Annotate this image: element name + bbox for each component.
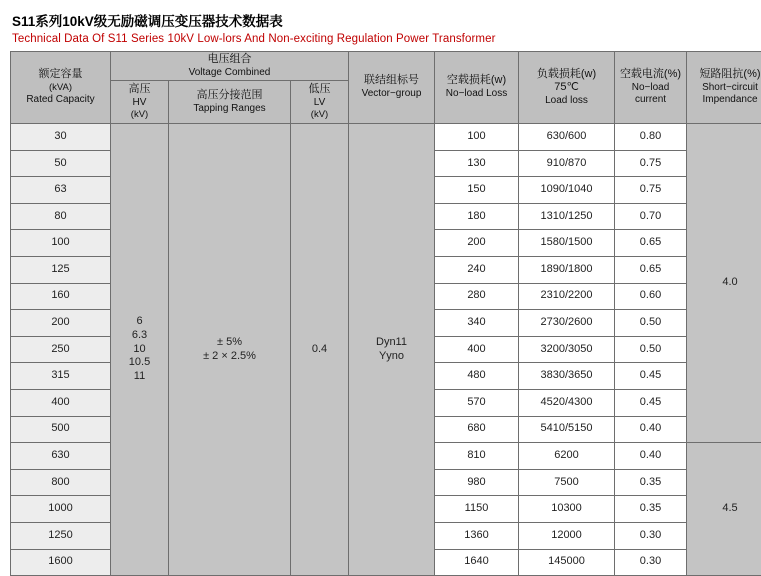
cell-no-load-current: 0.70 bbox=[615, 203, 687, 230]
cell-rated-capacity: 1600 bbox=[11, 549, 111, 576]
cell-load-loss: 12000 bbox=[519, 522, 615, 549]
col-header-hv-en: HV bbox=[111, 97, 168, 110]
col-header-tapping-ranges-cn: 高压分接范围 bbox=[169, 89, 290, 103]
cell-no-load-current: 0.75 bbox=[615, 150, 687, 177]
table-row bbox=[11, 124, 761, 151]
col-header-no-load-current-en2: current bbox=[615, 94, 686, 107]
cell-load-loss: 4520/4300 bbox=[519, 389, 615, 416]
cell-rated-capacity: 200 bbox=[11, 310, 111, 337]
cell-no-load-current: 0.80 bbox=[615, 124, 687, 151]
cell-no-load-loss: 340 bbox=[435, 310, 519, 337]
cell-no-load-loss: 480 bbox=[435, 363, 519, 390]
cell-no-load-current: 0.35 bbox=[615, 496, 687, 523]
cell-rated-capacity: 30 bbox=[11, 124, 111, 151]
col-header-hv-unit: (kV) bbox=[111, 109, 168, 121]
col-header-no-load-current bbox=[615, 52, 687, 124]
cell-no-load-loss: 130 bbox=[435, 150, 519, 177]
cell-tapping-ranges bbox=[169, 124, 291, 576]
col-header-load-loss-cn: 负载损耗(w) bbox=[519, 68, 614, 82]
table-body bbox=[11, 124, 761, 576]
col-header-vector-group-en: Vector−group bbox=[349, 88, 434, 101]
transformer-data-table bbox=[10, 51, 761, 576]
cell-no-load-loss: 570 bbox=[435, 389, 519, 416]
col-header-vector-group-cn: 联结组标号 bbox=[349, 74, 434, 88]
col-header-rated-capacity-en: Rated Capacity bbox=[11, 94, 110, 107]
col-header-hv bbox=[111, 81, 169, 124]
cell-short-circuit-impedance: 4.0 bbox=[687, 124, 761, 443]
cell-no-load-loss: 180 bbox=[435, 203, 519, 230]
vector-group-value: Yyno bbox=[349, 350, 434, 364]
col-header-lv-unit: (kV) bbox=[291, 109, 348, 121]
cell-no-load-loss: 240 bbox=[435, 256, 519, 283]
cell-no-load-current: 0.65 bbox=[615, 230, 687, 257]
cell-no-load-current: 0.35 bbox=[615, 469, 687, 496]
cell-load-loss: 1090/1040 bbox=[519, 177, 615, 204]
cell-load-loss: 630/600 bbox=[519, 124, 615, 151]
cell-no-load-loss: 1360 bbox=[435, 522, 519, 549]
col-header-short-circuit-impedance bbox=[687, 52, 761, 124]
cell-load-loss: 3830/3650 bbox=[519, 363, 615, 390]
cell-no-load-loss: 150 bbox=[435, 177, 519, 204]
col-header-short-circuit-impedance-en2: Impendance bbox=[687, 94, 761, 107]
cell-no-load-current: 0.40 bbox=[615, 416, 687, 443]
cell-no-load-current: 0.75 bbox=[615, 177, 687, 204]
cell-short-circuit-impedance: 4.5 bbox=[687, 443, 761, 576]
cell-no-load-current: 0.65 bbox=[615, 256, 687, 283]
cell-no-load-current: 0.45 bbox=[615, 389, 687, 416]
col-header-lv bbox=[291, 81, 349, 124]
col-header-rated-capacity-cn: 额定容量 bbox=[11, 68, 110, 82]
col-header-short-circuit-impedance-en: Short−circuit bbox=[687, 82, 761, 95]
hv-value: 10.5 bbox=[111, 356, 168, 370]
cell-rated-capacity: 63 bbox=[11, 177, 111, 204]
col-header-no-load-current-cn: 空载电流(%) bbox=[615, 68, 686, 82]
cell-rated-capacity: 50 bbox=[11, 150, 111, 177]
col-header-short-circuit-impedance-cn: 短路阻抗(%) bbox=[687, 68, 761, 82]
cell-no-load-loss: 1150 bbox=[435, 496, 519, 523]
col-header-no-load-loss-cn: 空载损耗(w) bbox=[435, 74, 518, 88]
cell-lv-value: 0.4 bbox=[291, 124, 349, 576]
col-header-load-loss-en: Load loss bbox=[519, 95, 614, 108]
page-title-chinese: S11系列10kV级无励磁调压变压器技术数据表 bbox=[12, 10, 751, 30]
tapping-range-value: ± 5% bbox=[169, 336, 290, 350]
cell-no-load-loss: 1640 bbox=[435, 549, 519, 576]
cell-rated-capacity: 315 bbox=[11, 363, 111, 390]
col-header-rated-capacity bbox=[11, 52, 111, 124]
cell-no-load-current: 0.60 bbox=[615, 283, 687, 310]
cell-no-load-current: 0.30 bbox=[615, 549, 687, 576]
col-header-no-load-loss bbox=[435, 52, 519, 124]
col-header-vector-group bbox=[349, 52, 435, 124]
cell-load-loss: 2730/2600 bbox=[519, 310, 615, 337]
cell-load-loss: 1580/1500 bbox=[519, 230, 615, 257]
cell-no-load-loss: 200 bbox=[435, 230, 519, 257]
cell-rated-capacity: 800 bbox=[11, 469, 111, 496]
col-header-voltage-combined-cn: 电压组合 bbox=[111, 53, 348, 67]
col-header-voltage-combined bbox=[111, 52, 349, 81]
cell-rated-capacity: 1250 bbox=[11, 522, 111, 549]
cell-load-loss: 2310/2200 bbox=[519, 283, 615, 310]
cell-vector-group bbox=[349, 124, 435, 576]
cell-rated-capacity: 500 bbox=[11, 416, 111, 443]
cell-no-load-loss: 980 bbox=[435, 469, 519, 496]
cell-no-load-loss: 810 bbox=[435, 443, 519, 470]
cell-rated-capacity: 1000 bbox=[11, 496, 111, 523]
cell-no-load-current: 0.30 bbox=[615, 522, 687, 549]
col-header-hv-cn: 高压 bbox=[111, 83, 168, 97]
col-header-voltage-combined-en: Voltage Combined bbox=[111, 67, 348, 80]
cell-load-loss: 5410/5150 bbox=[519, 416, 615, 443]
col-header-no-load-loss-en: No−load Loss bbox=[435, 88, 518, 101]
cell-no-load-loss: 280 bbox=[435, 283, 519, 310]
cell-rated-capacity: 400 bbox=[11, 389, 111, 416]
cell-rated-capacity: 630 bbox=[11, 443, 111, 470]
cell-load-loss: 1310/1250 bbox=[519, 203, 615, 230]
cell-hv-values bbox=[111, 124, 169, 576]
cell-load-loss: 145000 bbox=[519, 549, 615, 576]
cell-load-loss: 6200 bbox=[519, 443, 615, 470]
col-header-tapping-ranges bbox=[169, 81, 291, 124]
cell-no-load-current: 0.45 bbox=[615, 363, 687, 390]
hv-value: 11 bbox=[111, 370, 168, 384]
hv-value: 6.3 bbox=[111, 329, 168, 343]
tapping-range-value: ± 2 × 2.5% bbox=[169, 350, 290, 364]
page-title-english: Technical Data Of S11 Series 10kV Low-lors And Non-exciting Regulation Power Transformer bbox=[12, 33, 751, 45]
cell-no-load-current: 0.50 bbox=[615, 310, 687, 337]
cell-no-load-current: 0.40 bbox=[615, 443, 687, 470]
table-header-row-group bbox=[11, 52, 761, 81]
vector-group-value: Dyn11 bbox=[349, 336, 434, 350]
cell-rated-capacity: 250 bbox=[11, 336, 111, 363]
cell-no-load-loss: 400 bbox=[435, 336, 519, 363]
col-header-lv-cn: 低压 bbox=[291, 83, 348, 97]
col-header-tapping-ranges-en: Tapping Ranges bbox=[169, 103, 290, 116]
col-header-lv-en: LV bbox=[291, 97, 348, 110]
cell-no-load-current: 0.50 bbox=[615, 336, 687, 363]
cell-load-loss: 3200/3050 bbox=[519, 336, 615, 363]
cell-load-loss: 1890/1800 bbox=[519, 256, 615, 283]
cell-load-loss: 910/870 bbox=[519, 150, 615, 177]
cell-no-load-loss: 100 bbox=[435, 124, 519, 151]
col-header-load-loss-temp: 75℃ bbox=[519, 81, 614, 95]
col-header-load-loss bbox=[519, 52, 615, 124]
col-header-no-load-current-en: No−load bbox=[615, 82, 686, 95]
hv-value: 6 bbox=[111, 315, 168, 329]
cell-no-load-loss: 680 bbox=[435, 416, 519, 443]
cell-rated-capacity: 160 bbox=[11, 283, 111, 310]
cell-rated-capacity: 125 bbox=[11, 256, 111, 283]
cell-load-loss: 7500 bbox=[519, 469, 615, 496]
cell-rated-capacity: 80 bbox=[11, 203, 111, 230]
hv-value: 10 bbox=[111, 343, 168, 357]
col-header-rated-capacity-unit: (kVA) bbox=[11, 82, 110, 94]
cell-load-loss: 10300 bbox=[519, 496, 615, 523]
cell-rated-capacity: 100 bbox=[11, 230, 111, 257]
